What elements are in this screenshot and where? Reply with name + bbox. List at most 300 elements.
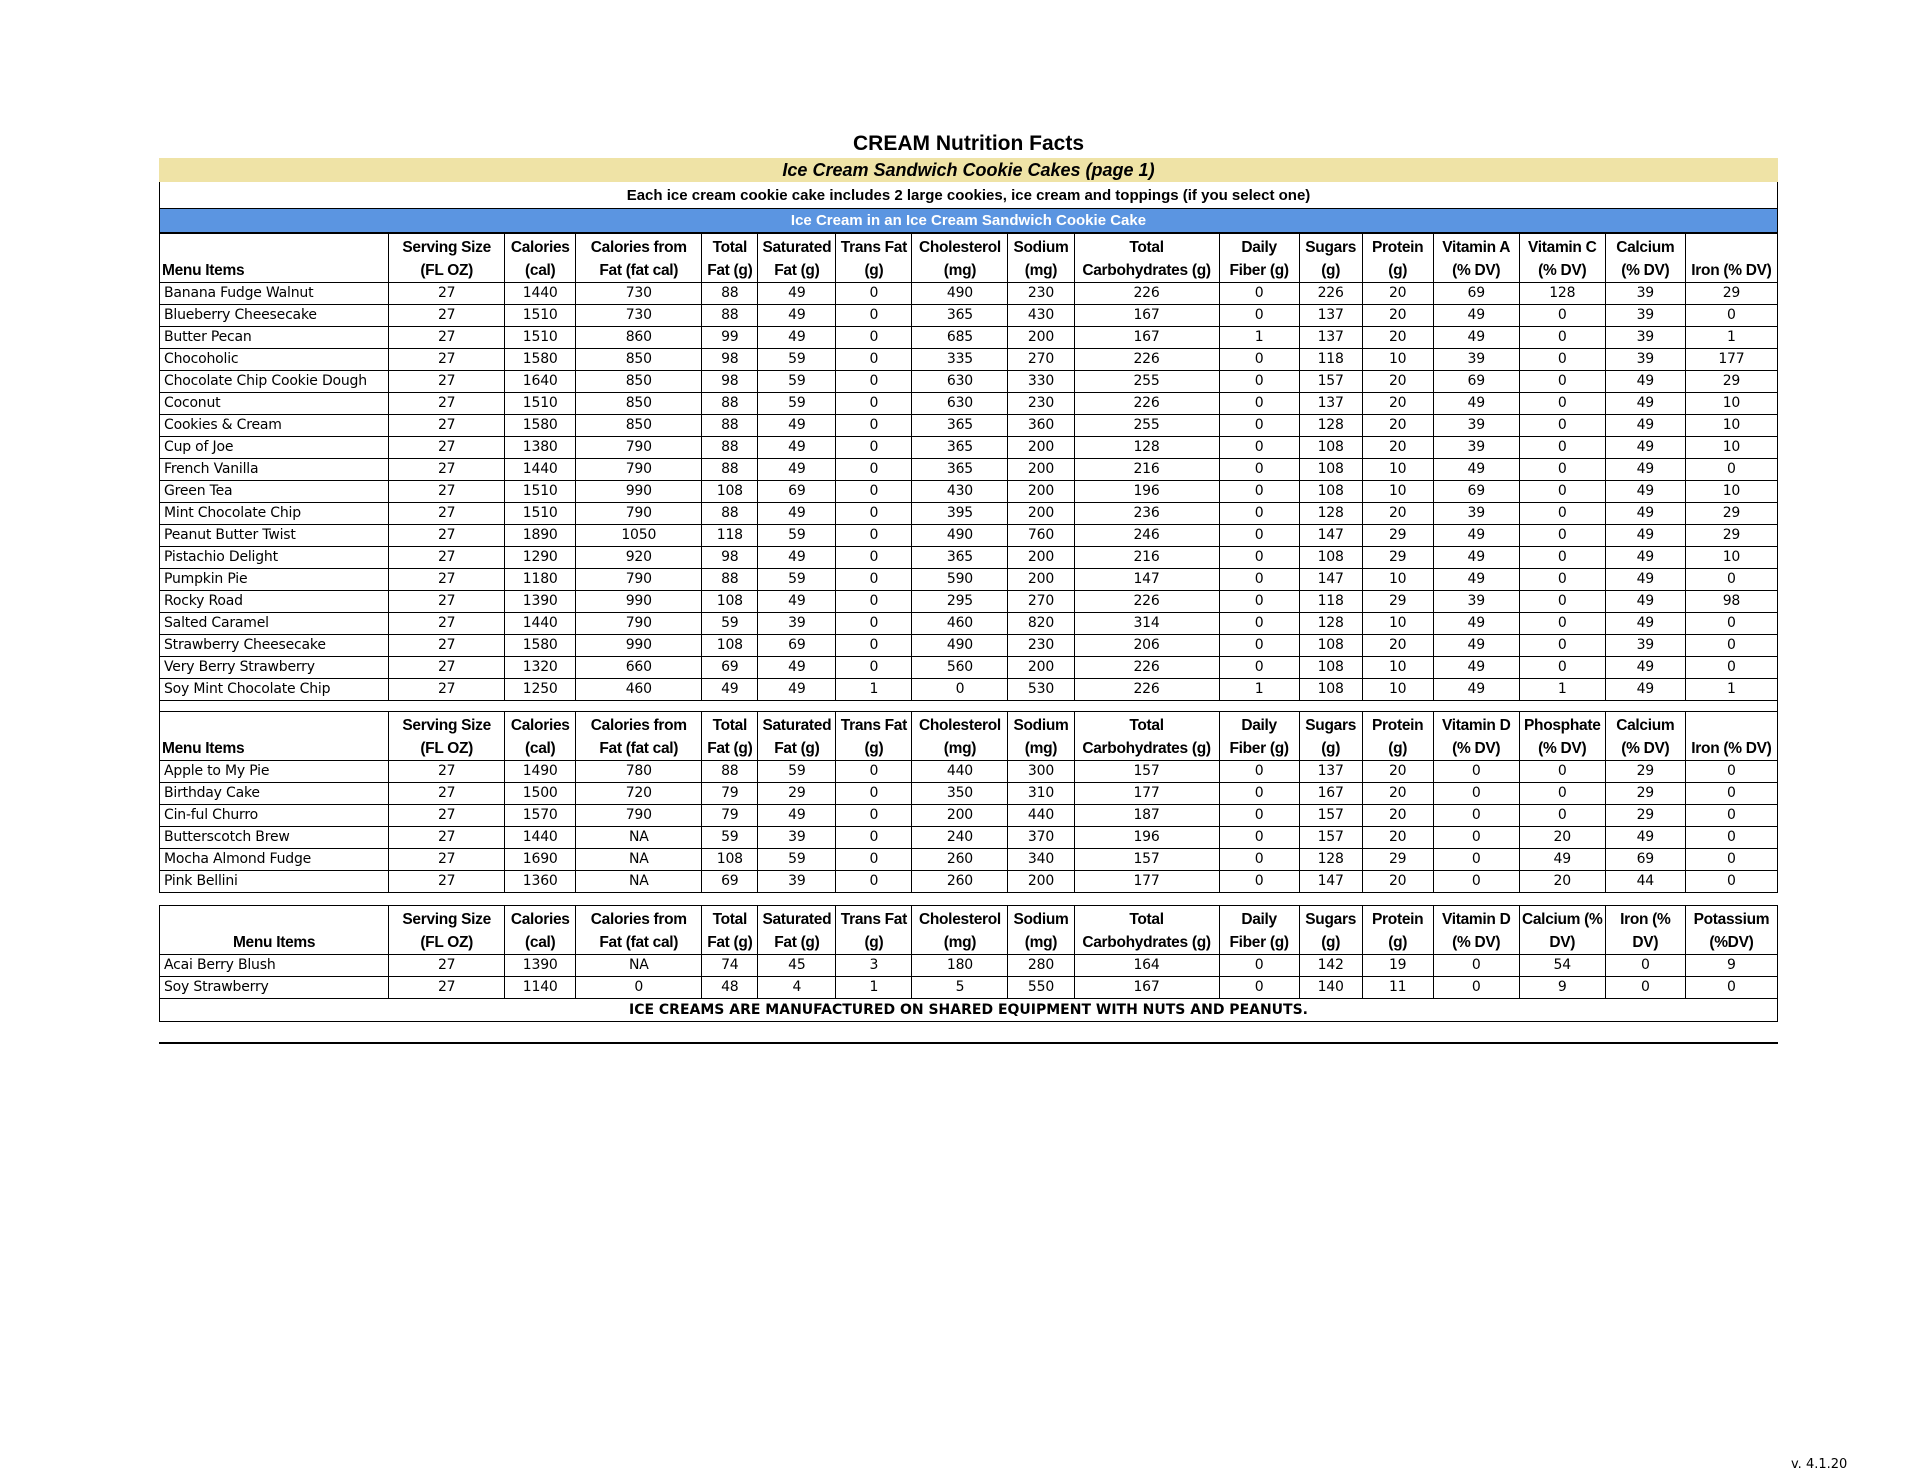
- menu-item-name: Salted Caramel: [160, 613, 389, 635]
- nutrition-value: 59: [758, 761, 836, 783]
- nutrition-value: 49: [758, 805, 836, 827]
- nutrition-value: 88: [702, 415, 758, 437]
- column-header: Serving Size (FL OZ): [389, 712, 505, 761]
- nutrition-value: 530: [1008, 679, 1074, 701]
- nutrition-value: 270: [1008, 349, 1074, 371]
- nutrition-value: 0: [836, 547, 912, 569]
- nutrition-value: 147: [1299, 871, 1362, 893]
- column-header: Total Fat (g): [702, 234, 758, 283]
- nutrition-value: 108: [702, 481, 758, 503]
- nutrition-value: 10: [1362, 481, 1433, 503]
- nutrition-value: 142: [1299, 955, 1362, 977]
- nutrition-value: 27: [389, 805, 505, 827]
- nutrition-value: 850: [576, 371, 702, 393]
- nutrition-value: 5: [912, 977, 1008, 999]
- nutrition-value: 255: [1074, 371, 1219, 393]
- nutrition-value: 118: [1299, 591, 1362, 613]
- nutrition-value: 1510: [505, 305, 576, 327]
- nutrition-value: 260: [912, 871, 1008, 893]
- nutrition-value: 49: [1433, 459, 1519, 481]
- nutrition-value: 49: [1605, 459, 1685, 481]
- nutrition-value: 49: [1433, 327, 1519, 349]
- cookie-cake-note: Each ice cream cookie cake includes 2 large cookies, ice cream and toppings (if you select one): [160, 182, 1778, 209]
- nutrition-value: 167: [1299, 783, 1362, 805]
- nutrition-value: 88: [702, 283, 758, 305]
- nutrition-value: 560: [912, 657, 1008, 679]
- nutrition-value: 790: [576, 437, 702, 459]
- table-row: [160, 805, 1778, 827]
- nutrition-value: 137: [1299, 327, 1362, 349]
- nutrition-value: 270: [1008, 591, 1074, 613]
- nutrition-value: 39: [758, 613, 836, 635]
- nutrition-value: 1250: [505, 679, 576, 701]
- nutrition-value: 0: [1219, 805, 1299, 827]
- nutrition-sheet: [159, 130, 1778, 1044]
- nutrition-value: 20: [1362, 805, 1433, 827]
- nutrition-value: 20: [1362, 393, 1433, 415]
- nutrition-value: 730: [576, 305, 702, 327]
- nutrition-value: 147: [1074, 569, 1219, 591]
- nutrition-table-classic: [159, 233, 1778, 701]
- nutrition-value: 44: [1605, 871, 1685, 893]
- menu-item-name: Butterscotch Brew: [160, 827, 389, 849]
- nutrition-value: 0: [1519, 805, 1605, 827]
- table-spacer: [159, 701, 1778, 711]
- nutrition-value: 108: [1299, 635, 1362, 657]
- nutrition-value: 395: [912, 503, 1008, 525]
- column-header: Cholesterol (mg): [912, 906, 1008, 955]
- nutrition-value: 49: [1605, 547, 1685, 569]
- column-header: Calcium (% DV): [1605, 234, 1685, 283]
- nutrition-value: 167: [1074, 977, 1219, 999]
- nutrition-value: 49: [1605, 437, 1685, 459]
- nutrition-value: 49: [1605, 679, 1685, 701]
- nutrition-value: 27: [389, 393, 505, 415]
- nutrition-value: 0: [1219, 415, 1299, 437]
- column-header: Vitamin A (% DV): [1433, 234, 1519, 283]
- nutrition-value: 1510: [505, 503, 576, 525]
- nutrition-value: 0: [1685, 827, 1777, 849]
- nutrition-value: 49: [1605, 569, 1685, 591]
- nutrition-value: 0: [1219, 657, 1299, 679]
- nutrition-table-dairy-free: [159, 905, 1778, 999]
- nutrition-value: 49: [1433, 393, 1519, 415]
- nutrition-value: 280: [1008, 955, 1074, 977]
- nutrition-value: 790: [576, 569, 702, 591]
- column-header: Calories (cal): [505, 234, 576, 283]
- column-header: Sodium (mg): [1008, 712, 1074, 761]
- nutrition-value: 20: [1362, 827, 1433, 849]
- nutrition-value: 69: [758, 481, 836, 503]
- nutrition-value: 39: [1433, 415, 1519, 437]
- nutrition-value: 39: [1605, 349, 1685, 371]
- column-header: Trans Fat (g): [836, 234, 912, 283]
- menu-item-name: Cup of Joe: [160, 437, 389, 459]
- allergy-note: ICE CREAMS ARE MANUFACTURED ON SHARED EQUIPMENT WITH NUTS AND PEANUTS.: [159, 999, 1778, 1022]
- nutrition-value: 196: [1074, 481, 1219, 503]
- nutrition-value: 10: [1362, 349, 1433, 371]
- nutrition-value: 118: [702, 525, 758, 547]
- nutrition-value: 27: [389, 305, 505, 327]
- nutrition-value: 0: [1519, 415, 1605, 437]
- nutrition-value: 137: [1299, 305, 1362, 327]
- nutrition-value: 0: [836, 415, 912, 437]
- nutrition-value: 39: [1605, 635, 1685, 657]
- nutrition-value: 167: [1074, 305, 1219, 327]
- menu-item-name: Cin-ful Churro: [160, 805, 389, 827]
- nutrition-value: 1440: [505, 459, 576, 481]
- nutrition-value: 440: [1008, 805, 1074, 827]
- column-header: Sugars (g): [1299, 712, 1362, 761]
- nutrition-value: 490: [912, 283, 1008, 305]
- table-row: [160, 783, 1778, 805]
- nutrition-value: 128: [1299, 503, 1362, 525]
- nutrition-value: 1: [836, 977, 912, 999]
- nutrition-value: 0: [836, 503, 912, 525]
- nutrition-value: 760: [1008, 525, 1074, 547]
- column-header: Sodium (mg): [1008, 234, 1074, 283]
- nutrition-value: 0: [912, 679, 1008, 701]
- nutrition-value: 49: [758, 437, 836, 459]
- table-row: [160, 481, 1778, 503]
- nutrition-value: 1: [1519, 679, 1605, 701]
- nutrition-value: 365: [912, 459, 1008, 481]
- nutrition-value: 0: [1519, 393, 1605, 415]
- nutrition-value: 1580: [505, 349, 576, 371]
- nutrition-value: 200: [1008, 871, 1074, 893]
- nutrition-value: 0: [1219, 635, 1299, 657]
- nutrition-value: 49: [1605, 415, 1685, 437]
- nutrition-value: 49: [758, 503, 836, 525]
- nutrition-value: 27: [389, 783, 505, 805]
- nutrition-value: 0: [1219, 591, 1299, 613]
- nutrition-value: 660: [576, 657, 702, 679]
- nutrition-value: 10: [1685, 393, 1777, 415]
- menu-item-name: Chocolate Chip Cookie Dough: [160, 371, 389, 393]
- nutrition-value: 27: [389, 547, 505, 569]
- nutrition-value: 108: [702, 849, 758, 871]
- table-row: [160, 327, 1778, 349]
- nutrition-value: 49: [1433, 569, 1519, 591]
- nutrition-value: 0: [836, 849, 912, 871]
- nutrition-value: 350: [912, 783, 1008, 805]
- nutrition-value: 200: [912, 805, 1008, 827]
- nutrition-value: 226: [1074, 283, 1219, 305]
- nutrition-value: 365: [912, 305, 1008, 327]
- nutrition-value: 128: [1519, 283, 1605, 305]
- column-header: Calories from Fat (fat cal): [576, 234, 702, 283]
- nutrition-value: 850: [576, 393, 702, 415]
- table-row: [160, 827, 1778, 849]
- nutrition-value: 49: [758, 657, 836, 679]
- nutrition-value: 177: [1685, 349, 1777, 371]
- nutrition-value: 460: [576, 679, 702, 701]
- nutrition-value: 335: [912, 349, 1008, 371]
- nutrition-value: 29: [1362, 525, 1433, 547]
- nutrition-value: 0: [1519, 657, 1605, 679]
- column-header: Calories from Fat (fat cal): [576, 906, 702, 955]
- nutrition-value: 27: [389, 327, 505, 349]
- table-row: [160, 393, 1778, 415]
- nutrition-value: NA: [576, 827, 702, 849]
- nutrition-value: 0: [1219, 459, 1299, 481]
- nutrition-value: 69: [1605, 849, 1685, 871]
- nutrition-value: 0: [836, 657, 912, 679]
- nutrition-value: 630: [912, 393, 1008, 415]
- table-row: [160, 761, 1778, 783]
- nutrition-value: 0: [836, 569, 912, 591]
- table-row: [160, 849, 1778, 871]
- nutrition-value: 59: [758, 349, 836, 371]
- nutrition-value: 490: [912, 635, 1008, 657]
- nutrition-value: 0: [1433, 783, 1519, 805]
- nutrition-value: 0: [1219, 283, 1299, 305]
- nutrition-value: 200: [1008, 547, 1074, 569]
- column-header: Saturated Fat (g): [758, 712, 836, 761]
- nutrition-value: 0: [836, 613, 912, 635]
- column-header: Cholesterol (mg): [912, 234, 1008, 283]
- nutrition-value: 0: [1433, 805, 1519, 827]
- version-label: v. 4.1.20: [1791, 1457, 1848, 1472]
- nutrition-value: 0: [1685, 849, 1777, 871]
- nutrition-value: 0: [836, 871, 912, 893]
- nutrition-value: 27: [389, 761, 505, 783]
- header-row: [160, 712, 1778, 761]
- column-header: Iron (% DV): [1685, 712, 1777, 761]
- nutrition-value: 49: [1605, 371, 1685, 393]
- nutrition-value: 10: [1685, 547, 1777, 569]
- nutrition-value: 27: [389, 871, 505, 893]
- nutrition-value: 0: [1519, 569, 1605, 591]
- nutrition-value: 990: [576, 591, 702, 613]
- nutrition-value: 147: [1299, 569, 1362, 591]
- column-header: Calcium (% DV): [1519, 906, 1605, 955]
- nutrition-value: 0: [1685, 459, 1777, 481]
- nutrition-value: 365: [912, 437, 1008, 459]
- nutrition-value: 0: [1219, 613, 1299, 635]
- table-row: [160, 415, 1778, 437]
- nutrition-value: 0: [1219, 371, 1299, 393]
- intro-table: [159, 182, 1778, 233]
- nutrition-value: 59: [758, 849, 836, 871]
- nutrition-value: 0: [836, 459, 912, 481]
- nutrition-value: 1: [1685, 679, 1777, 701]
- nutrition-value: 49: [1433, 679, 1519, 701]
- nutrition-value: 29: [758, 783, 836, 805]
- nutrition-value: 39: [1605, 327, 1685, 349]
- nutrition-value: 0: [1685, 569, 1777, 591]
- column-header: Total Fat (g): [702, 906, 758, 955]
- nutrition-value: 0: [1685, 613, 1777, 635]
- menu-item-name: Pistachio Delight: [160, 547, 389, 569]
- nutrition-value: 0: [1433, 977, 1519, 999]
- nutrition-value: 20: [1362, 761, 1433, 783]
- header-row: [160, 906, 1778, 955]
- column-header: Menu Items: [160, 234, 389, 283]
- nutrition-value: 27: [389, 503, 505, 525]
- nutrition-value: 49: [758, 283, 836, 305]
- nutrition-value: 49: [758, 415, 836, 437]
- menu-item-name: Blueberry Cheesecake: [160, 305, 389, 327]
- nutrition-value: 20: [1362, 283, 1433, 305]
- nutrition-value: 0: [1519, 481, 1605, 503]
- nutrition-value: 10: [1685, 481, 1777, 503]
- nutrition-value: 0: [1433, 955, 1519, 977]
- nutrition-value: 216: [1074, 547, 1219, 569]
- nutrition-value: 310: [1008, 783, 1074, 805]
- nutrition-value: 29: [1605, 783, 1685, 805]
- nutrition-value: 20: [1362, 783, 1433, 805]
- menu-item-name: Chocoholic: [160, 349, 389, 371]
- nutrition-value: 27: [389, 283, 505, 305]
- nutrition-value: 0: [836, 783, 912, 805]
- nutrition-value: 39: [1433, 503, 1519, 525]
- nutrition-value: 49: [1605, 481, 1685, 503]
- nutrition-value: 1: [1219, 327, 1299, 349]
- nutrition-value: 920: [576, 547, 702, 569]
- nutrition-value: 20: [1519, 871, 1605, 893]
- nutrition-value: 365: [912, 415, 1008, 437]
- menu-item-name: Pumpkin Pie: [160, 569, 389, 591]
- table-row: [160, 503, 1778, 525]
- table-row: [160, 547, 1778, 569]
- nutrition-value: 0: [836, 481, 912, 503]
- nutrition-value: 59: [702, 613, 758, 635]
- nutrition-value: 157: [1074, 761, 1219, 783]
- nutrition-value: 300: [1008, 761, 1074, 783]
- nutrition-value: 1510: [505, 327, 576, 349]
- nutrition-value: 59: [758, 371, 836, 393]
- nutrition-value: 20: [1362, 327, 1433, 349]
- nutrition-value: 0: [836, 327, 912, 349]
- nutrition-value: 88: [702, 459, 758, 481]
- column-header: Menu Items: [160, 906, 389, 955]
- nutrition-value: 1440: [505, 613, 576, 635]
- nutrition-value: 236: [1074, 503, 1219, 525]
- nutrition-value: 490: [912, 525, 1008, 547]
- nutrition-value: 246: [1074, 525, 1219, 547]
- nutrition-value: 88: [702, 569, 758, 591]
- nutrition-value: 0: [1519, 371, 1605, 393]
- nutrition-value: 69: [1433, 371, 1519, 393]
- nutrition-value: 0: [1219, 547, 1299, 569]
- nutrition-value: 69: [1433, 481, 1519, 503]
- nutrition-value: 20: [1362, 871, 1433, 893]
- column-header: Saturated Fat (g): [758, 234, 836, 283]
- nutrition-value: 1: [1219, 679, 1299, 701]
- nutrition-value: 27: [389, 371, 505, 393]
- nutrition-value: 69: [702, 657, 758, 679]
- nutrition-value: 0: [836, 305, 912, 327]
- nutrition-value: 0: [1219, 503, 1299, 525]
- nutrition-value: 1140: [505, 977, 576, 999]
- nutrition-value: 850: [576, 415, 702, 437]
- nutrition-value: 180: [912, 955, 1008, 977]
- nutrition-value: 0: [1605, 955, 1685, 977]
- nutrition-value: 29: [1362, 849, 1433, 871]
- nutrition-value: 39: [1433, 437, 1519, 459]
- menu-item-name: Peanut Butter Twist: [160, 525, 389, 547]
- table-row: [160, 459, 1778, 481]
- nutrition-value: 0: [1685, 635, 1777, 657]
- nutrition-value: 48: [702, 977, 758, 999]
- menu-item-name: Butter Pecan: [160, 327, 389, 349]
- column-header: Total Carbohydrates (g): [1074, 906, 1219, 955]
- nutrition-value: 1380: [505, 437, 576, 459]
- nutrition-value: 49: [1433, 525, 1519, 547]
- column-header: Vitamin D (% DV): [1433, 906, 1519, 955]
- section-band: Ice Cream in an Ice Cream Sandwich Cookie Cake: [160, 209, 1778, 233]
- nutrition-value: 20: [1362, 371, 1433, 393]
- column-header: Protein (g): [1362, 906, 1433, 955]
- nutrition-value: 255: [1074, 415, 1219, 437]
- nutrition-value: 0: [836, 283, 912, 305]
- nutrition-value: 45: [758, 955, 836, 977]
- column-header: Vitamin D (% DV): [1433, 712, 1519, 761]
- nutrition-value: 27: [389, 437, 505, 459]
- nutrition-value: 27: [389, 827, 505, 849]
- nutrition-value: 0: [1685, 783, 1777, 805]
- nutrition-value: NA: [576, 955, 702, 977]
- nutrition-value: 730: [576, 283, 702, 305]
- nutrition-value: 0: [836, 371, 912, 393]
- nutrition-value: 0: [1219, 977, 1299, 999]
- nutrition-value: 128: [1299, 613, 1362, 635]
- nutrition-value: 1490: [505, 761, 576, 783]
- nutrition-value: 69: [1433, 283, 1519, 305]
- nutrition-value: 88: [702, 437, 758, 459]
- nutrition-value: 88: [702, 761, 758, 783]
- nutrition-value: 39: [1433, 349, 1519, 371]
- nutrition-value: 0: [1219, 305, 1299, 327]
- nutrition-value: 49: [758, 327, 836, 349]
- nutrition-value: 88: [702, 503, 758, 525]
- menu-item-name: Banana Fudge Walnut: [160, 283, 389, 305]
- nutrition-value: 860: [576, 327, 702, 349]
- nutrition-value: 790: [576, 805, 702, 827]
- nutrition-value: 108: [702, 591, 758, 613]
- nutrition-value: 10: [1362, 613, 1433, 635]
- nutrition-value: 0: [1685, 805, 1777, 827]
- menu-item-name: French Vanilla: [160, 459, 389, 481]
- nutrition-value: 39: [1433, 591, 1519, 613]
- nutrition-value: 0: [1519, 349, 1605, 371]
- nutrition-value: 0: [1519, 613, 1605, 635]
- nutrition-value: 1: [1685, 327, 1777, 349]
- nutrition-value: 790: [576, 459, 702, 481]
- nutrition-value: 1890: [505, 525, 576, 547]
- nutrition-value: 29: [1685, 525, 1777, 547]
- nutrition-value: 0: [1433, 761, 1519, 783]
- table-row: [160, 657, 1778, 679]
- column-header: Serving Size (FL OZ): [389, 234, 505, 283]
- nutrition-value: 4: [758, 977, 836, 999]
- nutrition-value: 108: [1299, 481, 1362, 503]
- nutrition-value: 9: [1685, 955, 1777, 977]
- nutrition-value: 3: [836, 955, 912, 977]
- nutrition-value: 1510: [505, 481, 576, 503]
- nutrition-value: 200: [1008, 657, 1074, 679]
- nutrition-value: 128: [1299, 415, 1362, 437]
- nutrition-value: 167: [1074, 327, 1219, 349]
- nutrition-value: 230: [1008, 283, 1074, 305]
- nutrition-value: 780: [576, 761, 702, 783]
- nutrition-value: 0: [1219, 569, 1299, 591]
- nutrition-value: 216: [1074, 459, 1219, 481]
- nutrition-value: 49: [758, 591, 836, 613]
- nutrition-value: 0: [836, 635, 912, 657]
- nutrition-value: 0: [1519, 761, 1605, 783]
